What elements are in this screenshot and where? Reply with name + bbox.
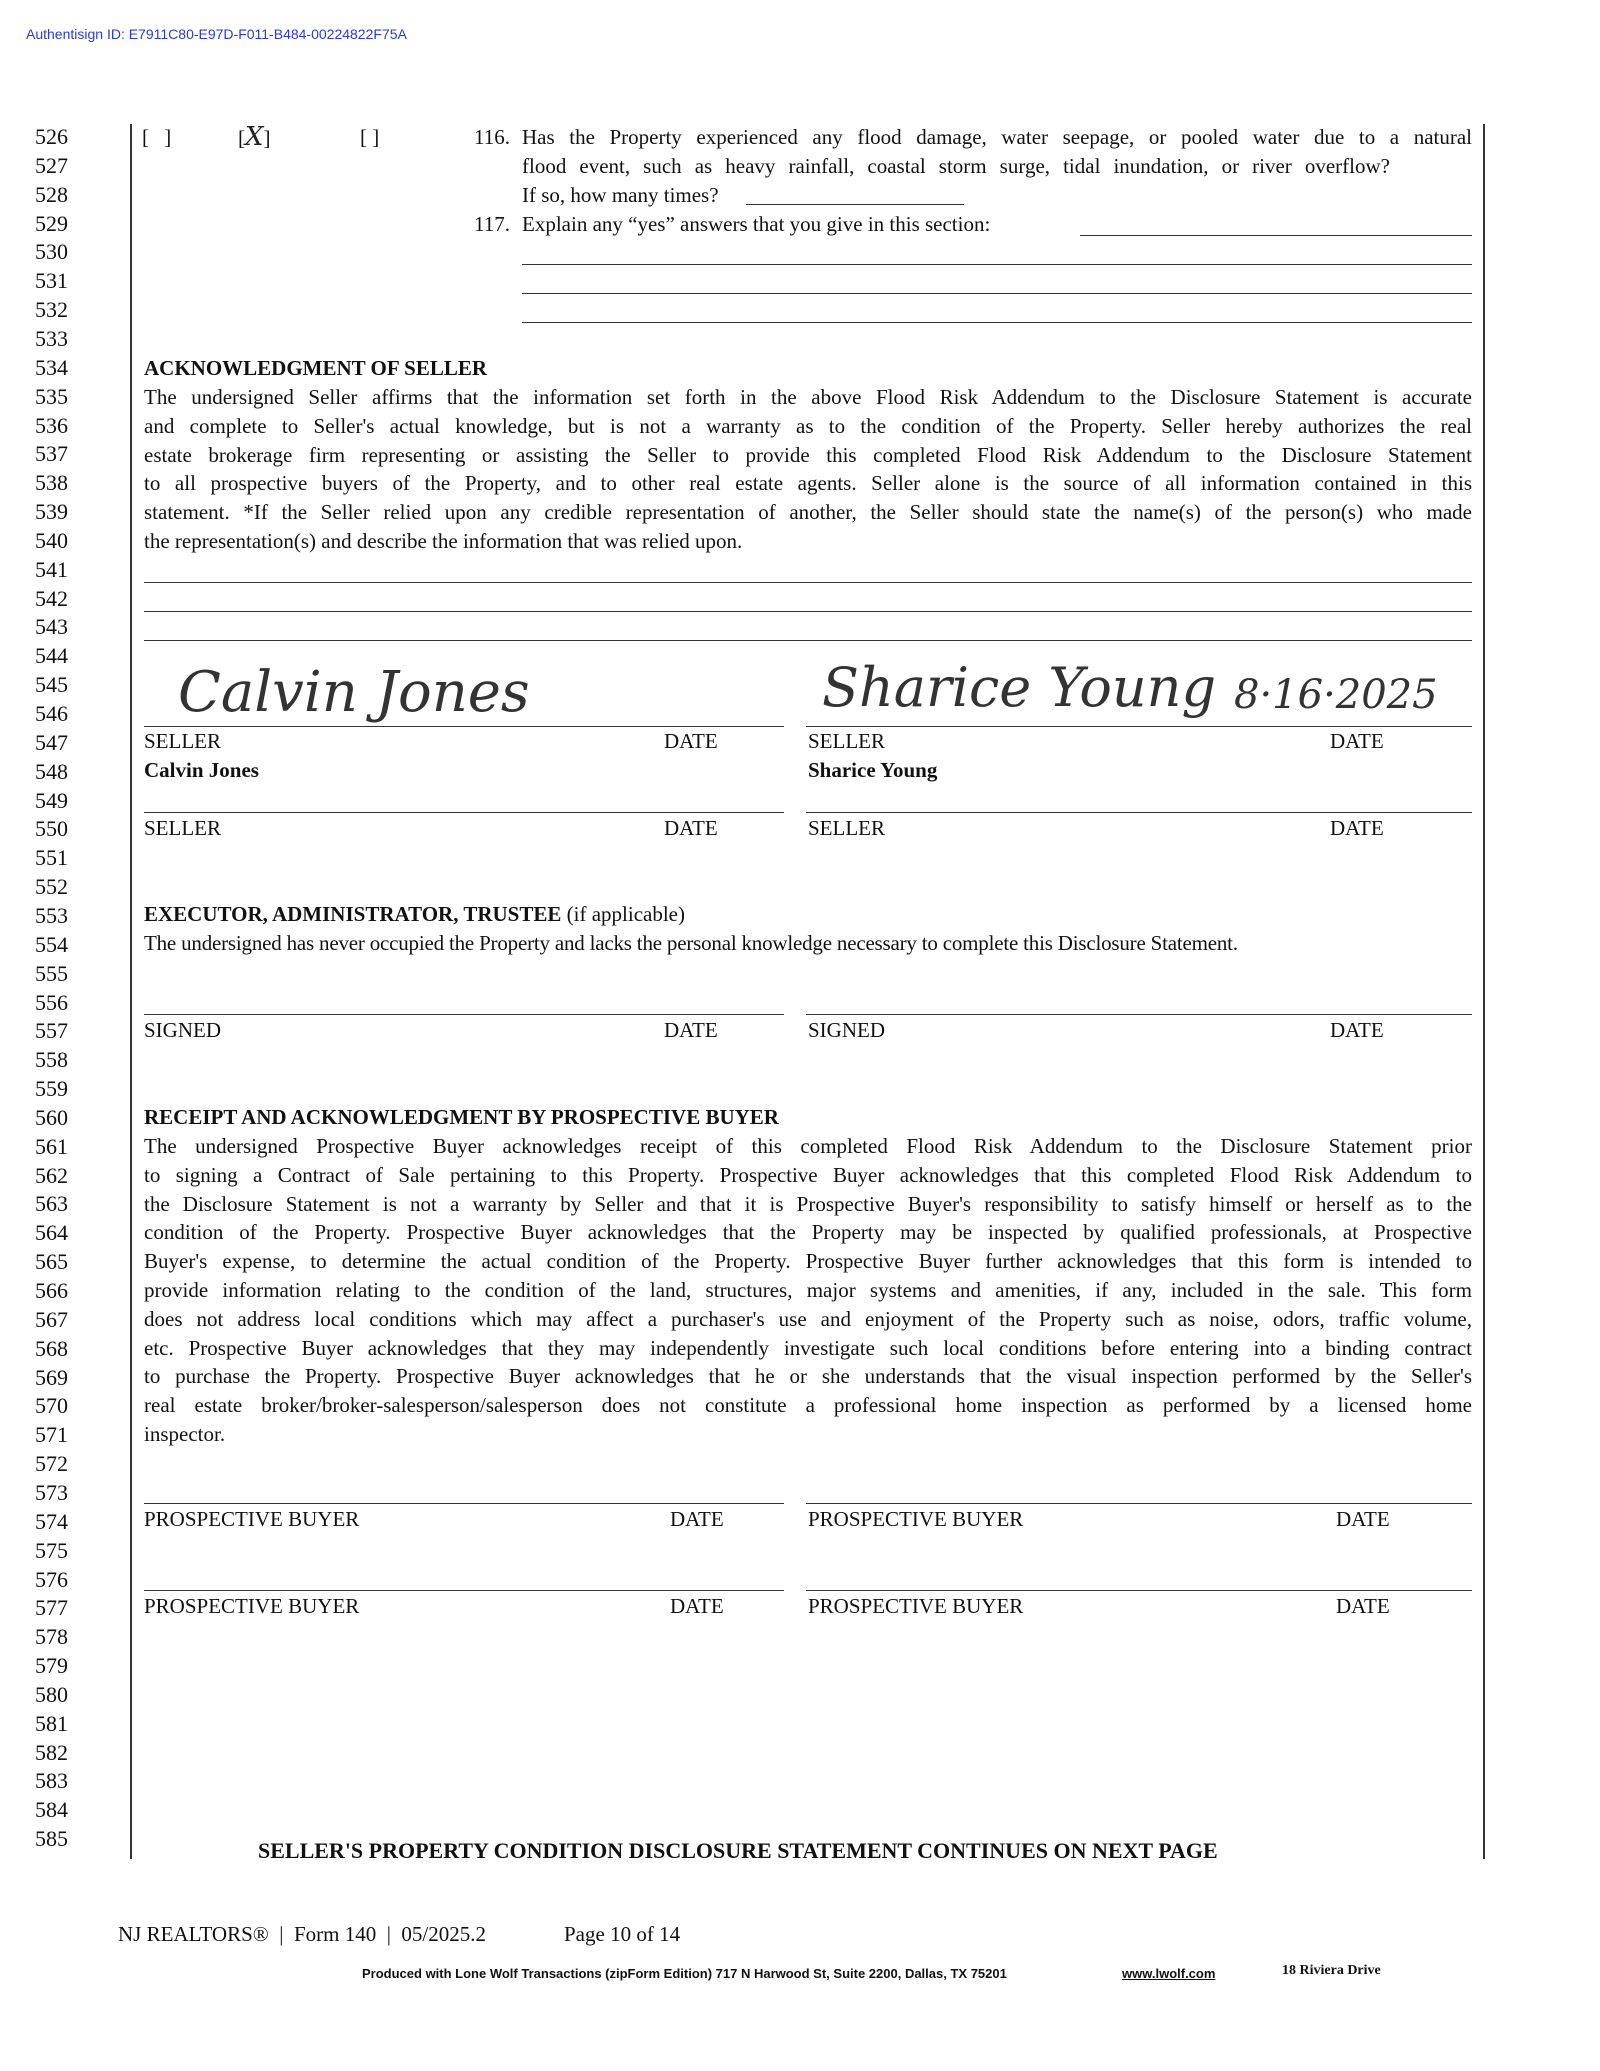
line-number: 576 (35, 1566, 68, 1592)
reliance-line-1[interactable] (144, 582, 1472, 583)
executor2-signed-label: SIGNED (808, 1018, 885, 1042)
line-number: 575 (35, 1537, 68, 1563)
executor-heading-text: EXECUTOR, ADMINISTRATOR, TRUSTEE (144, 902, 562, 926)
footer-page: Page 10 of 14 (564, 1922, 681, 1946)
q117-answer-line-3[interactable] (522, 293, 1472, 294)
seller1-signature: Calvin Jones (178, 660, 530, 725)
line-number: 572 (35, 1451, 68, 1477)
seller2-name: Sharice Young (808, 758, 938, 782)
executor2-sign-line[interactable] (806, 1014, 1472, 1015)
line-number: 533 (35, 325, 68, 351)
buyer2-sign-line[interactable] (806, 1503, 1472, 1504)
buyer2-label: PROSPECTIVE BUYER (808, 1507, 1024, 1531)
line-number: 545 (35, 672, 68, 698)
footer-address: 18 Riviera Drive (1282, 1963, 1381, 1978)
seller1-date-label: DATE (664, 729, 718, 753)
line-number: 564 (35, 1220, 68, 1246)
ack-seller-heading: ACKNOWLEDGMENT OF SELLER (144, 356, 488, 380)
executor-heading (144, 900, 685, 929)
q116-line3: If so, how many times? (522, 183, 719, 207)
q117-text: Explain any “yes” answers that you give in this section: (522, 212, 991, 236)
left-margin-rule (130, 124, 132, 1859)
ack-line: statement. *If the Seller relied upon any credible representation of another, the Seller should state the name(s) of the person(s) who made (144, 500, 1472, 525)
checkbox-unknown[interactable]: [ ] (360, 125, 380, 149)
line-number: 562 (35, 1162, 68, 1188)
line-number: 546 (35, 701, 68, 726)
executor1-date-label: DATE (664, 1018, 718, 1042)
line-number: 527 (35, 152, 68, 178)
buyer2-date-label: DATE (1336, 1507, 1390, 1531)
executor1-signed-label: SIGNED (144, 1018, 221, 1042)
buyer-line: etc. Prospective Buyer acknowledges that they may independently investigate such local conditions before entering into a binding contract (144, 1335, 1472, 1360)
line-number: 544 (35, 643, 68, 669)
executor-text: The undersigned has never occupied the Property and lacks the personal knowledge necessary to complete this Disclosure Statement. (144, 931, 1238, 955)
line-number: 584 (35, 1797, 68, 1823)
q116-times-field[interactable] (746, 204, 964, 205)
buyer3-label: PROSPECTIVE BUYER (144, 1594, 360, 1618)
line-number: 536 (35, 412, 68, 438)
buyer3-date-label: DATE (670, 1594, 724, 1618)
footer-produced: Produced with Lone Wolf Transactions (zipForm Edition) 717 N Harwood St, Suite 2200, Dallas, TX 75201 (362, 1966, 1007, 1981)
line-number: 529 (35, 210, 68, 236)
buyer-line: The undersigned Prospective Buyer acknowledges receipt of this completed Flood Risk Addendum to the Disclosure Statement prior (144, 1134, 1472, 1158)
buyer-line: provide information relating to the condition of the land, structures, major systems and amenities, if any, included in the sale. This form (144, 1277, 1472, 1302)
line-number: 574 (35, 1508, 68, 1534)
reliance-line-2[interactable] (144, 611, 1472, 612)
buyer1-sign-line[interactable] (144, 1503, 784, 1504)
reliance-line-3[interactable] (144, 640, 1472, 641)
buyer4-date-label: DATE (1336, 1594, 1390, 1618)
q117-answer-line-1[interactable] (1080, 235, 1472, 236)
line-number: 556 (35, 989, 68, 1015)
seller3-date-label: DATE (664, 816, 718, 840)
line-number: 568 (35, 1335, 68, 1361)
line-number: 526 (35, 124, 68, 149)
seller1-name: Calvin Jones (144, 758, 259, 782)
line-number: 573 (35, 1479, 68, 1505)
seller3-sign-line[interactable] (144, 812, 784, 813)
line-number: 570 (35, 1393, 68, 1419)
q117-answer-line-2[interactable] (522, 264, 1472, 265)
buyer-line: condition of the Property. Prospective Buyer acknowledges that the Property may be inspected by qualified professionals, at Prospective (144, 1220, 1472, 1245)
line-number: 578 (35, 1624, 68, 1650)
line-number: 535 (35, 383, 68, 409)
q117-answer-line-4[interactable] (522, 322, 1472, 323)
line-number: 557 (35, 1018, 68, 1044)
q117-number: 117. (474, 212, 510, 236)
seller2-signature-date: 8·16·2025 (1234, 672, 1438, 718)
line-number: 551 (35, 845, 68, 871)
line-number: 555 (35, 960, 68, 986)
line-number: 581 (35, 1710, 68, 1736)
right-margin-rule (1483, 124, 1485, 1859)
checkbox-no[interactable]: [X] (238, 122, 271, 152)
ack-seller-paragraph (144, 383, 1472, 556)
buyer4-sign-line[interactable] (806, 1590, 1472, 1591)
line-number: 539 (35, 499, 68, 525)
executor1-sign-line[interactable] (144, 1014, 784, 1015)
buyer-line: the Disclosure Statement is not a warranty by Seller and that it is Prospective Buyer's responsibility to satisfy himself or herself as to the (144, 1191, 1472, 1216)
line-number: 577 (35, 1595, 68, 1621)
line-number: 569 (35, 1364, 68, 1390)
seller2-date-label: DATE (1330, 729, 1384, 753)
line-number: 567 (35, 1306, 68, 1332)
ack-line: the representation(s) and describe the information that was relied upon. (144, 528, 743, 553)
line-number: 554 (35, 931, 68, 957)
line-number: 537 (35, 441, 68, 467)
line-number: 538 (35, 470, 68, 496)
line-number: 566 (35, 1278, 68, 1303)
line-numbers (0, 123, 120, 1863)
footer-url[interactable]: www.lwolf.com (1122, 1966, 1216, 1981)
buyer1-date-label: DATE (670, 1507, 724, 1531)
q116-line1: Has the Property experienced any flood damage, water seepage, or pooled water due to a natural (522, 125, 1472, 149)
ack-line: The undersigned Seller affirms that the information set forth in the above Flood Risk Addendum to the Disclosure Statement is accurate (144, 385, 1472, 409)
buyer-paragraph (144, 1132, 1472, 1449)
line-number: 542 (35, 585, 68, 611)
line-number: 559 (35, 1076, 68, 1102)
buyer3-sign-line[interactable] (144, 1590, 784, 1591)
buyer-line: does not address local conditions which may affect a purchaser's use and enjoyment of the Property such as noise, odors, traffic volume, (144, 1306, 1472, 1331)
line-number: 541 (35, 556, 68, 582)
line-number: 540 (35, 527, 68, 553)
line-number: 552 (35, 874, 68, 900)
line-number: 532 (35, 297, 68, 323)
ack-line: to all prospective buyers of the Property, and to other real estate agents. Seller alone is the source of all information contained in this (144, 471, 1472, 496)
line-number: 565 (35, 1249, 68, 1275)
line-number: 550 (35, 816, 68, 842)
buyer-line: real estate broker/broker-salesperson/salesperson does not constitute a professional home inspection as performed by a licensed home (144, 1393, 1472, 1418)
line-number: 534 (35, 354, 68, 380)
buyer-line: Buyer's expense, to determine the actual condition of the Property. Prospective Buyer further acknowledges that this form is intended to (144, 1249, 1472, 1274)
q116-line2: flood event, such as heavy rainfall, coastal storm surge, tidal inundation, or river overflow? (522, 154, 1390, 178)
checkbox-yes[interactable]: [ ] (142, 125, 172, 149)
buyer4-label: PROSPECTIVE BUYER (808, 1594, 1024, 1618)
line-number: 553 (35, 902, 68, 928)
line-number: 547 (35, 729, 68, 755)
footer-form-info: NJ REALTORS® | Form 140 | 05/2025.2 (118, 1922, 486, 1946)
line-number: 561 (35, 1133, 68, 1159)
buyer-line: to purchase the Property. Prospective Buyer acknowledges that he or she understands that the visual inspection performed by the Seller's (144, 1364, 1472, 1389)
line-number: 528 (35, 181, 68, 207)
seller1-label: SELLER (144, 729, 221, 753)
line-number: 548 (35, 758, 68, 784)
ack-line: and complete to Seller's actual knowledge, but is not a warranty as to the condition of the Property. Seller hereby authorizes the real (144, 413, 1472, 438)
seller3-label: SELLER (144, 816, 221, 840)
line-number: 549 (35, 787, 68, 813)
line-number: 583 (35, 1768, 68, 1794)
q116-number: 116. (474, 125, 510, 149)
line-number: 558 (35, 1047, 68, 1073)
line-number: 560 (35, 1104, 68, 1130)
ack-line: estate brokerage firm representing or assisting the Seller to provide this completed Flood Risk Addendum to the Disclosure Statement (144, 442, 1472, 467)
buyer-line: inspector. (144, 1421, 226, 1446)
line-number: 563 (35, 1191, 68, 1217)
line-number: 579 (35, 1653, 68, 1679)
line-number: 585 (35, 1826, 68, 1852)
line-number: 580 (35, 1681, 68, 1707)
authentisign-id: Authentisign ID: E7911C80-E97D-F011-B484-00224822F75A (26, 26, 407, 42)
seller4-date-label: DATE (1330, 816, 1384, 840)
executor-heading-suffix: (if applicable) (566, 902, 685, 926)
buyer1-label: PROSPECTIVE BUYER (144, 1507, 360, 1531)
line-number: 531 (35, 268, 68, 294)
line-number: 582 (35, 1739, 68, 1765)
seller2-label: SELLER (808, 729, 885, 753)
buyer-heading: RECEIPT AND ACKNOWLEDGMENT BY PROSPECTIVE BUYER (144, 1105, 779, 1129)
line-number: 571 (35, 1422, 68, 1448)
executor2-date-label: DATE (1330, 1018, 1384, 1042)
continues-notice: SELLER'S PROPERTY CONDITION DISCLOSURE STATEMENT CONTINUES ON NEXT PAGE (258, 1838, 1218, 1863)
seller4-label: SELLER (808, 816, 885, 840)
buyer-line: to signing a Contract of Sale pertaining to this Property. Prospective Buyer acknowledges that this completed Flood Risk Addendum to (144, 1162, 1472, 1187)
seller2-signature: Sharice Young (822, 656, 1217, 719)
line-number: 543 (35, 614, 68, 640)
line-number: 530 (35, 239, 68, 265)
seller4-sign-line[interactable] (806, 812, 1472, 813)
